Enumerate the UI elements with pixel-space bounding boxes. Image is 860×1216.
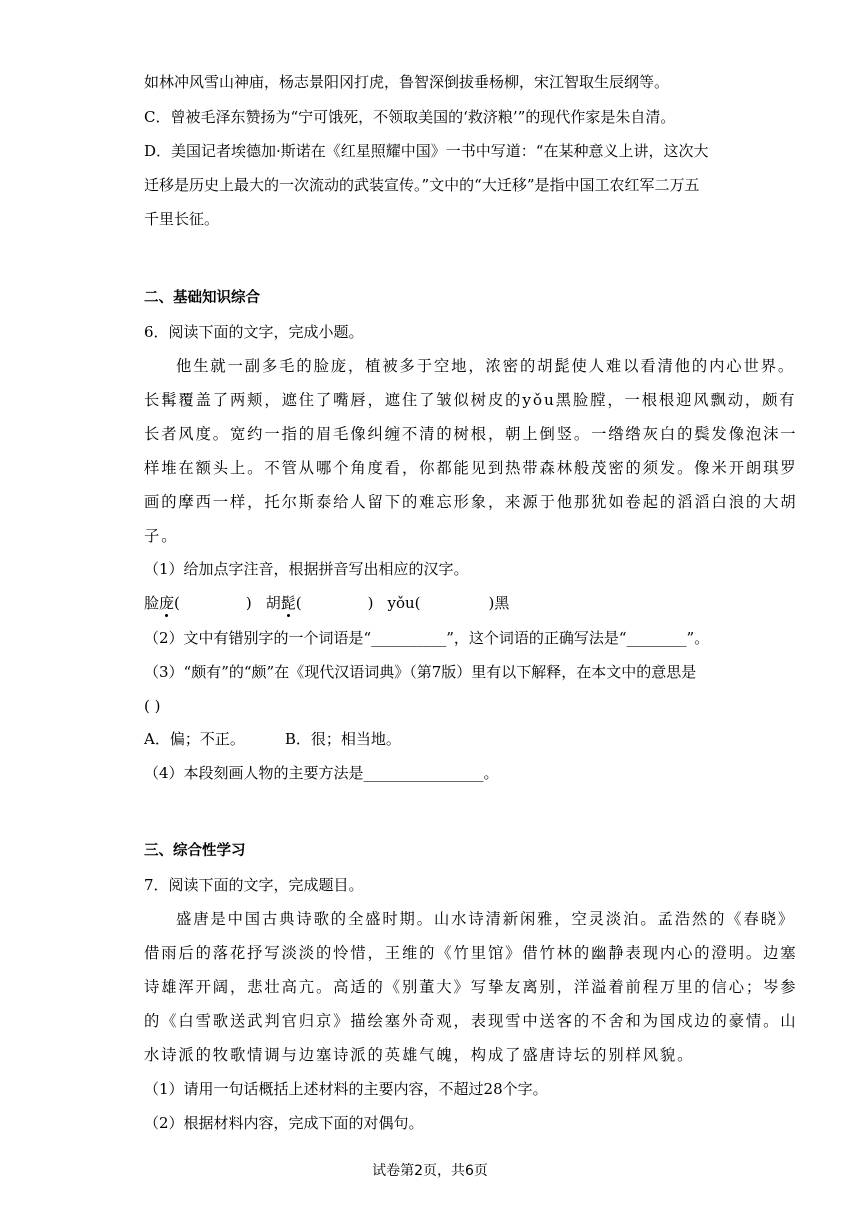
passage-7-line: 的《白雪歌送武判官归京》描绘塞外奇观，表现雪中送客的不舍和为国戍边的豪情。山 bbox=[144, 1012, 798, 1030]
option-row bbox=[144, 729, 401, 749]
passage-6-line: 长者风度。宽约一指的眉毛像纠缠不清的树根，朝上倒竖。一绺绺灰白的鬓发像泡沫一 bbox=[144, 425, 798, 443]
word-2: 胡髭( bbox=[265, 594, 302, 612]
option-d-line-1: D．美国记者埃德加·斯诺在《红星照耀中国》一书中写道：“在某种意义上讲，这次大 bbox=[144, 142, 709, 160]
pinyin-fill-row: 脸庞( ) 胡髭( ) yǒu( )黑 bbox=[144, 594, 510, 612]
section-3-heading: 三、综合性学习 bbox=[144, 843, 246, 859]
passage-6-line: 长髯覆盖了两颊，遮住了嘴唇，遮住了皱似树皮的yǒu黑脸膛，一根根迎风飘动，颇有 bbox=[144, 391, 797, 409]
passage-7-line: 诗雄浑开阔，悲壮高亢。高适的《别董大》写挚友离别，洋溢着前程万里的信心；岑参 bbox=[144, 978, 798, 996]
passage-7-line: 盛唐是中国古典诗歌的全盛时期。山水诗清新闲雅，空灵淡泊。孟浩然的《春晓》 bbox=[176, 910, 796, 928]
option-c: C．曾被毛泽东赞扬为“宁可饿死，不领取美国的‘救济粮’”的现代作家是朱自清。 bbox=[144, 108, 676, 126]
passage-7-line: 水诗派的牧歌情调与边塞诗派的英雄气魄，构成了盛唐诗坛的别样风貌。 bbox=[144, 1046, 695, 1064]
option-d-line-2: 迁移是历史上最大的一次流动的武装宣传。”文中的“大迁移”是指中国工农红军二万五 bbox=[144, 176, 700, 194]
question-7-sub-2: （2）根据材料内容，完成下面的对偶句。 bbox=[144, 1114, 424, 1132]
question-6-sub-3: （3）“颇有”的“颇”在《现代汉语词典》（第7版）里有以下解释，在本文中的意思是 bbox=[144, 663, 697, 681]
passage-7-line: 借雨后的落花抒写淡淡的怜惜，王维的《竹里馆》借竹林的幽静表现内心的澄明。边塞 bbox=[144, 944, 798, 962]
passage-6-line: 他生就一副多毛的脸庞，植被多于空地，浓密的胡髭使人难以看清他的内心世界。 bbox=[176, 357, 796, 375]
option-d-line-3: 千里长征。 bbox=[144, 210, 220, 228]
question-6-sub-1: （1）给加点字注音，根据拼音写出相应的汉字。 bbox=[144, 560, 469, 578]
passage-6-line: 画的摩西一样，托尔斯泰给人留下的难忘形象，来源于他那犹如卷起的滔滔白浪的大胡 bbox=[144, 493, 798, 511]
word-3: yǒu( bbox=[387, 594, 421, 612]
word-1: 脸庞( bbox=[144, 594, 180, 612]
question-6-sub-2: （2）文中有错别字的一个词语是“__________”，这个词语的正确写法是“________”。 bbox=[144, 629, 710, 647]
dotted-char: 髭 bbox=[280, 594, 296, 612]
prev-option-b-continuation: 如林冲风雪山神庙，杨志景阳冈打虎，鲁智深倒拔垂杨柳，宋江智取生辰纲等。 bbox=[144, 73, 670, 91]
page-footer: 试卷第2页，共6页 bbox=[372, 1163, 488, 1179]
question-6-prompt: 6．阅读下面的文字，完成小题。 bbox=[144, 323, 364, 341]
passage-6-line: 样堆在额头上。不管从哪个角度看，你都能见到热带森林般茂密的须发。像米开朗琪罗 bbox=[144, 459, 798, 477]
answer-bracket[interactable]: ( ) bbox=[144, 697, 161, 715]
option-a[interactable]: A．偏；不正。 bbox=[144, 730, 245, 748]
option-b[interactable]: B．很；相当地。 bbox=[284, 730, 401, 748]
dotted-char: 庞 bbox=[159, 594, 175, 612]
question-7-sub-1: （1）请用一句话概括上述材料的主要内容，不超过28个字。 bbox=[144, 1080, 548, 1098]
question-6-sub-4: （4）本段刻画人物的主要方法是________________。 bbox=[144, 764, 499, 782]
section-2-heading: 二、基础知识综合 bbox=[144, 290, 260, 306]
question-7-prompt: 7．阅读下面的文字，完成题目。 bbox=[144, 876, 364, 894]
passage-6-line: 子。 bbox=[144, 527, 179, 545]
